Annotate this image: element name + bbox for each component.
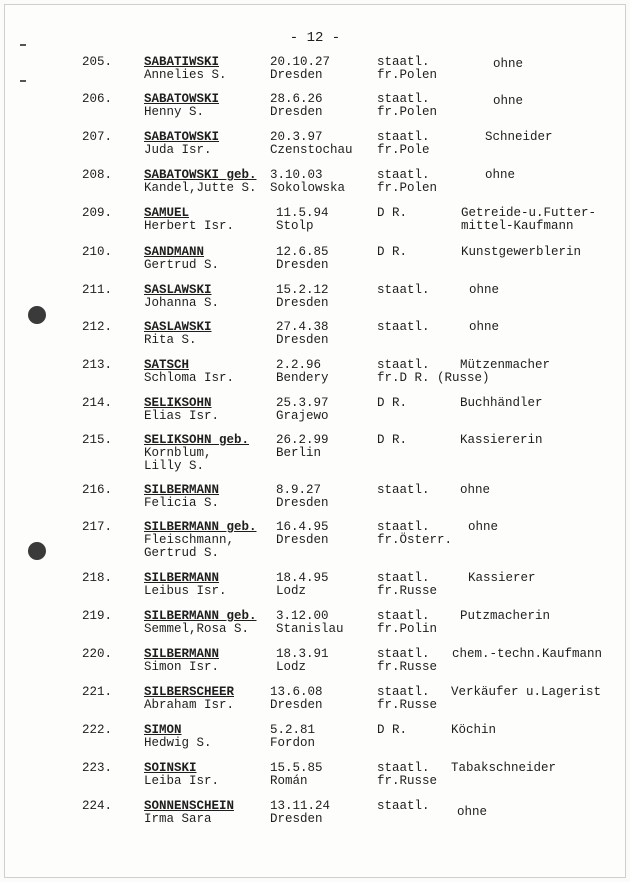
entry-citizenship-detail: fr.Russe [377, 584, 438, 598]
entry-occupation: Mützenmacher [460, 358, 551, 372]
entry-occupation: ohne [493, 94, 524, 108]
entry-surname: SASLAWSKI [144, 283, 212, 297]
entry-citizenship: staatl. [377, 55, 430, 69]
entry-birth-place: Dresden [270, 812, 323, 826]
entry-given-name: Annelies S. [144, 68, 227, 82]
entry-surname: SABATOWSKI [144, 92, 220, 106]
entry-number: 207. [82, 130, 113, 144]
entry-citizenship: staatl. [377, 168, 430, 182]
entry-birth-place: Lodz [276, 660, 307, 674]
entry-birth-place: Stanislau [276, 622, 344, 636]
entry-birth-place: Bendery [276, 371, 329, 385]
entry-number: 205. [82, 55, 113, 69]
entry-birth-date: 8.9.27 [276, 483, 322, 497]
entry-surname: SILBERMANN [144, 571, 220, 585]
entry-given-name-cont: Lilly S. [144, 459, 205, 473]
entry-citizenship: staatl. [377, 571, 430, 585]
entry-surname: SELIKSOHN geb. [144, 433, 250, 447]
entry-birth-date: 11.5.94 [276, 206, 329, 220]
entry-occupation: ohne [457, 805, 488, 819]
entry-surname: SOINSKI [144, 761, 197, 775]
entry-given-name: Leibus Isr. [144, 584, 227, 598]
entry-citizenship-detail: fr.Österr. [377, 533, 453, 547]
entry-occupation: Tabakschneider [451, 761, 557, 775]
entry-citizenship: D R. [377, 396, 408, 410]
entry-birth-place: Sokolowska [270, 181, 346, 195]
entry-birth-date: 3.12.00 [276, 609, 329, 623]
entry-citizenship: staatl. [377, 647, 430, 661]
entry-birth-date: 18.4.95 [276, 571, 329, 585]
entry-given-name: Hedwig S. [144, 736, 212, 750]
entry-occupation: Buchhändler [460, 396, 543, 410]
entry-citizenship: staatl. [377, 283, 430, 297]
entry-birth-date: 13.11.24 [270, 799, 331, 813]
entry-birth-place: Grajewo [276, 409, 329, 423]
entry-birth-date: 15.5.85 [270, 761, 323, 775]
entry-number: 216. [82, 483, 113, 497]
entry-birth-place: Berlin [276, 446, 322, 460]
entry-citizenship: staatl. [377, 761, 430, 775]
entry-occupation: ohne [469, 320, 500, 334]
entry-occupation: ohne [485, 168, 516, 182]
entry-number: 206. [82, 92, 113, 106]
entry-citizenship: staatl. [377, 520, 430, 534]
entry-occupation: Kunstgewerblerin [461, 245, 582, 259]
entry-citizenship: staatl. [377, 358, 430, 372]
entry-occupation: ohne [469, 283, 500, 297]
page-number: - 12 - [289, 30, 341, 46]
entry-given-name: Felicia S. [144, 496, 220, 510]
entry-given-name: Johanna S. [144, 296, 220, 310]
entry-number: 217. [82, 520, 113, 534]
entry-birth-date: 13.6.08 [270, 685, 323, 699]
entry-occupation: chem.-techn.Kaufmann [452, 647, 603, 661]
entry-given-name: Rita S. [144, 333, 197, 347]
entry-surname: SILBERMANN [144, 483, 220, 497]
entry-surname: SIMON [144, 723, 182, 737]
entry-occupation: ohne [460, 483, 491, 497]
entry-citizenship: staatl. [377, 483, 430, 497]
entry-birth-place: Román [270, 774, 308, 788]
entry-citizenship-detail: fr.Russe [377, 774, 438, 788]
entry-number: 209. [82, 206, 113, 220]
entry-citizenship: D R. [377, 723, 408, 737]
entry-citizenship-detail: fr.Russe [377, 660, 438, 674]
entry-surname: SATSCH [144, 358, 190, 372]
entry-birth-date: 27.4.38 [276, 320, 329, 334]
entry-number: 213. [82, 358, 113, 372]
entry-birth-date: 16.4.95 [276, 520, 329, 534]
entry-given-name: Gertrud S. [144, 258, 220, 272]
entry-number: 214. [82, 396, 113, 410]
punch-hole [28, 306, 46, 324]
entry-occupation: Getreide-u.Futter- [461, 206, 597, 220]
entry-given-name: Fleischmann, [144, 533, 235, 547]
entry-citizenship: D R. [377, 206, 408, 220]
entry-given-name: Herbert Isr. [144, 219, 235, 233]
entry-birth-place: Dresden [276, 258, 329, 272]
entry-occupation: Verkäufer u.Lagerist [451, 685, 602, 699]
entry-birth-date: 5.2.81 [270, 723, 316, 737]
entry-citizenship-detail: fr.Polen [377, 105, 438, 119]
entry-surname: SILBERMANN [144, 647, 220, 661]
entry-number: 219. [82, 609, 113, 623]
entry-citizenship: staatl. [377, 609, 430, 623]
entry-surname: SABATIWSKI [144, 55, 220, 69]
entry-occupation: ohne [468, 520, 499, 534]
entry-given-name: Abraham Isr. [144, 698, 235, 712]
entry-surname: SAMUEL [144, 206, 190, 220]
entry-surname: SABATOWSKI [144, 130, 220, 144]
entry-occupation: ohne [493, 57, 524, 71]
entry-citizenship: D R. [377, 245, 408, 259]
entry-number: 220. [82, 647, 113, 661]
entry-given-name: Semmel,Rosa S. [144, 622, 250, 636]
entry-given-name: Kandel,Jutte S. [144, 181, 257, 195]
entry-birth-place: Fordon [270, 736, 316, 750]
entry-number: 222. [82, 723, 113, 737]
entry-number: 221. [82, 685, 113, 699]
entry-number: 224. [82, 799, 113, 813]
entry-citizenship-detail: fr.Russe [377, 698, 438, 712]
entry-given-name-cont: Gertrud S. [144, 546, 220, 560]
entry-occupation-cont: mittel-Kaufmann [461, 219, 574, 233]
entry-citizenship-detail: fr.Polen [377, 68, 438, 82]
entry-occupation: Kassiererin [460, 433, 543, 447]
entry-number: 218. [82, 571, 113, 585]
entry-birth-place: Lodz [276, 584, 307, 598]
entry-birth-date: 2.2.96 [276, 358, 322, 372]
entry-birth-place: Dresden [270, 105, 323, 119]
entry-surname: SILBERSCHEER [144, 685, 235, 699]
entry-occupation: Kassierer [468, 571, 536, 585]
entry-citizenship: D R. [377, 433, 408, 447]
entry-citizenship-detail: fr.Polen [377, 181, 438, 195]
entry-birth-date: 20.10.27 [270, 55, 331, 69]
entry-birth-place: Dresden [270, 698, 323, 712]
entry-birth-date: 3.10.03 [270, 168, 323, 182]
entry-given-name: Leiba Isr. [144, 774, 220, 788]
entry-given-name: Juda Isr. [144, 143, 212, 157]
entry-birth-date: 18.3.91 [276, 647, 329, 661]
entry-citizenship: staatl. [377, 685, 430, 699]
entry-surname: SANDMANN [144, 245, 205, 259]
margin-mark [20, 80, 26, 82]
entry-citizenship-detail: fr.D R. (Russe) [377, 371, 490, 385]
entry-number: 215. [82, 433, 113, 447]
entry-occupation: Putzmacherin [460, 609, 551, 623]
entry-birth-date: 28.6.26 [270, 92, 323, 106]
entry-given-name: Irma Sara [144, 812, 212, 826]
entry-birth-date: 20.3.97 [270, 130, 323, 144]
entry-birth-place: Dresden [276, 296, 329, 310]
entry-occupation: Schneider [485, 130, 553, 144]
entry-surname: SONNENSCHEIN [144, 799, 235, 813]
entry-citizenship: staatl. [377, 92, 430, 106]
entry-birth-date: 26.2.99 [276, 433, 329, 447]
entry-birth-place: Dresden [276, 333, 329, 347]
punch-hole [28, 542, 46, 560]
entry-given-name: Elias Isr. [144, 409, 220, 423]
entry-number: 211. [82, 283, 113, 297]
entry-given-name: Kornblum, [144, 446, 212, 460]
entry-surname: SASLAWSKI [144, 320, 212, 334]
entry-surname: SILBERMANN geb. [144, 520, 257, 534]
entry-citizenship: staatl. [377, 320, 430, 334]
entry-number: 212. [82, 320, 113, 334]
entry-given-name: Henny S. [144, 105, 205, 119]
entry-number: 223. [82, 761, 113, 775]
entry-citizenship-detail: fr.Polin [377, 622, 438, 636]
entry-surname: SABATOWSKI geb. [144, 168, 257, 182]
entry-citizenship-detail: fr.Pole [377, 143, 430, 157]
entry-occupation: Köchin [451, 723, 497, 737]
entry-birth-place: Dresden [276, 496, 329, 510]
entry-birth-place: Dresden [276, 533, 329, 547]
entry-birth-date: 12.6.85 [276, 245, 329, 259]
entry-number: 208. [82, 168, 113, 182]
entry-citizenship: staatl. [377, 799, 430, 813]
entry-birth-place: Czenstochau [270, 143, 353, 157]
entry-given-name: Schloma Isr. [144, 371, 235, 385]
entry-birth-place: Dresden [270, 68, 323, 82]
entry-given-name: Simon Isr. [144, 660, 220, 674]
entry-surname: SILBERMANN geb. [144, 609, 257, 623]
entry-birth-date: 25.3.97 [276, 396, 329, 410]
entry-surname: SELIKSOHN [144, 396, 212, 410]
entry-birth-date: 15.2.12 [276, 283, 329, 297]
entry-number: 210. [82, 245, 113, 259]
entry-birth-place: Stolp [276, 219, 314, 233]
entry-citizenship: staatl. [377, 130, 430, 144]
